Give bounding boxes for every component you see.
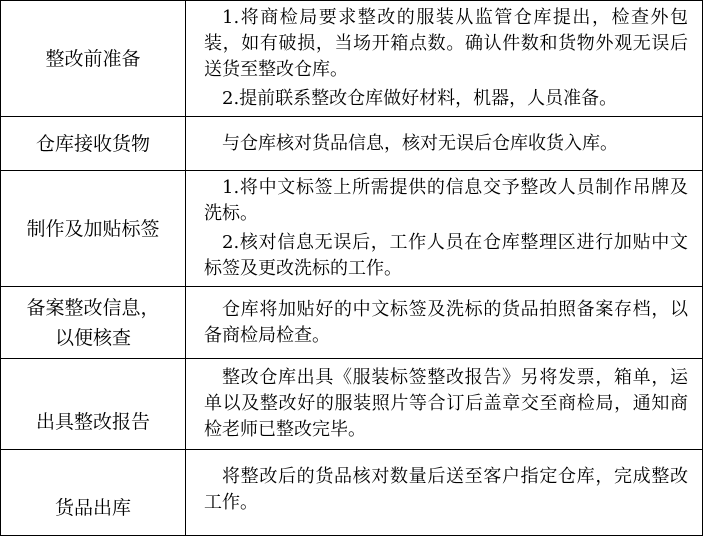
step-cell <box>1 171 186 287</box>
desc-cell <box>186 450 703 536</box>
desc-cell <box>186 171 703 287</box>
table-row-prep <box>1 1 703 117</box>
desc-paragraph: 2.核对信息无误后，工作人员在仓库整理区进行加贴中文标签及更改洗标的工作。 <box>204 232 688 279</box>
step-label: 货品出库 <box>54 497 131 519</box>
step-label: 出具整改报告 <box>35 411 150 433</box>
step-cell <box>1 117 186 171</box>
desc-paragraph: 整改仓库出具《服装标签整改报告》另将发票，箱单，运单以及整改好的服装照片等合订后盖章交至商检局，通知商检老师已整改完毕。 <box>204 367 688 440</box>
step-cell <box>1 359 186 450</box>
table-row-record <box>1 287 703 359</box>
desc-cell <box>186 359 703 450</box>
desc-paragraph: 将整改后的货品核对数量后送至客户指定仓库，完成整改工作。 <box>204 466 688 513</box>
step-cell <box>1 1 186 117</box>
desc-paragraph: 1.将商检局要求整改的服装从监管仓库提出，检查外包装，如有破损，当场开箱点数。确认件数和货物外观无误后送货至整改仓库。 <box>204 7 688 80</box>
step-label: 备案整改信息， 以便核查 <box>26 296 160 349</box>
step-label: 整改前准备 <box>45 47 141 70</box>
desc-paragraph: 仓库将加贴好的中文标签及洗标的货品拍照备案存档，以备商检局检查。 <box>204 298 688 346</box>
desc-cell <box>186 287 703 359</box>
table-row-outbound <box>1 450 703 536</box>
desc-paragraph: 与仓库核对货品信息，核对无误后仓库收货入库。 <box>222 132 618 154</box>
desc-paragraph: 2.提前联系整改仓库做好材料，机器，人员准备。 <box>222 88 618 109</box>
step-cell <box>1 450 186 536</box>
table-row-labeling <box>1 171 703 287</box>
step-label: 仓库接收货物 <box>35 132 150 155</box>
desc-paragraph: 1.将中文标签上所需提供的信息交予整改人员制作吊牌及洗标。 <box>204 177 688 224</box>
table-row-report <box>1 359 703 450</box>
table-row-receive <box>1 117 703 171</box>
step-label: 制作及加贴标签 <box>26 217 160 240</box>
step-cell <box>1 287 186 359</box>
desc-cell <box>186 1 703 117</box>
desc-cell <box>186 117 703 171</box>
